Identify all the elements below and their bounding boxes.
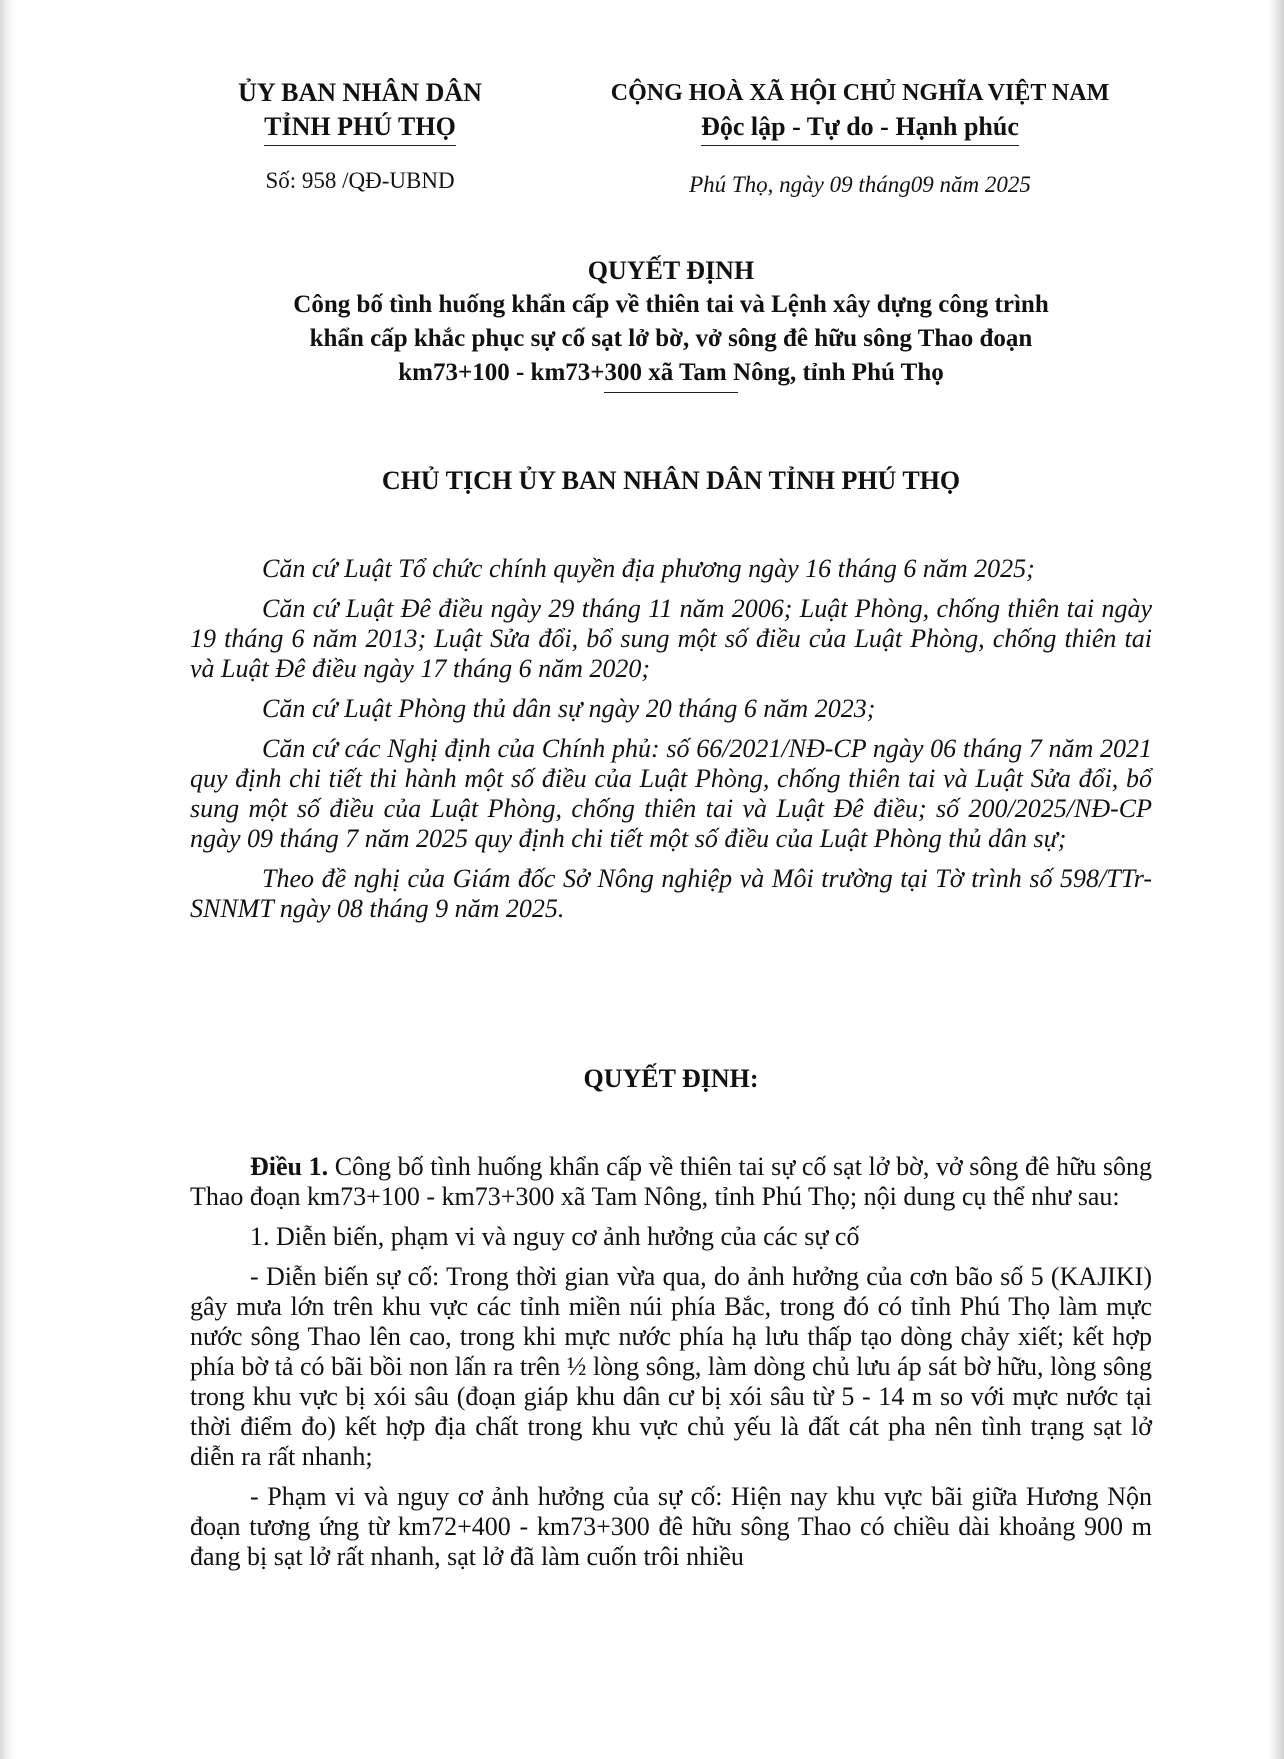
page-shadow-left bbox=[0, 0, 14, 1759]
agency-line1: ỦY BAN NHÂN DÂN bbox=[238, 78, 482, 107]
agency-line2: TỈNH PHÚ THỌ bbox=[264, 110, 456, 146]
document-page bbox=[190, 70, 1152, 1750]
document-date: Phú Thọ, ngày 09 tháng09 năm 2025 bbox=[689, 172, 1031, 197]
article-1-text: Công bố tình huống khẩn cấp về thiên tai sự cố sạt lở bờ, vở sông đê hữu sông Thao đoạn km73+100 - km73+300 xã Tam Nông, tỉnh Phú Thọ; nội dung cụ thể như sau: bbox=[190, 1152, 1152, 1211]
legal-basis bbox=[190, 554, 1152, 934]
title-line1: Công bố tình huống khẩn cấp về thiên tai và Lệnh xây dựng công trình bbox=[293, 291, 1049, 318]
national-title bbox=[580, 76, 1140, 146]
basis-paragraph: Căn cứ Luật Phòng thủ dân sự ngày 20 tháng 6 năm 2023; bbox=[262, 694, 876, 723]
title-line2: khẩn cấp khắc phục sự cố sạt lở bờ, vở sông đê hữu sông Thao đoạn bbox=[309, 325, 1033, 352]
basis-paragraph: Theo đề nghị của Giám đốc Sở Nông nghiệp và Môi trường tại Tờ trình số 598/TTr-SNNMT ngày 08 tháng 9 năm 2025. bbox=[190, 864, 1152, 923]
authority-heading: CHỦ TỊCH ỦY BAN NHÂN DÂN TỈNH PHÚ THỌ bbox=[381, 466, 961, 495]
body-paragraph: - Phạm vi và nguy cơ ảnh hưởng của sự cố: Hiện nay khu vực bãi giữa Hương Nộn đoạn tương ứng từ km72+400 - km73+300 đê hữu sông Thao có chiều dài khoảng 900 m đang bị sạt lở rất nhanh, sạt lở đã làm cuốn trôi nhiều bbox=[190, 1482, 1152, 1571]
national-motto: Độc lập - Tự do - Hạnh phúc bbox=[701, 110, 1019, 146]
issuing-agency bbox=[210, 76, 510, 146]
decision-body bbox=[190, 1152, 1152, 1582]
title-line3: km73+100 - km73+300 xã Tam Nông, tỉnh Phú Thọ bbox=[398, 359, 944, 386]
article-1-label: Điều 1. bbox=[250, 1152, 329, 1181]
title-heading: QUYẾT ĐỊNH bbox=[587, 256, 755, 285]
basis-paragraph: Căn cứ Luật Đê điều ngày 29 tháng 11 năm 2006; Luật Phòng, chống thiên tai ngày 19 tháng 6 năm 2013; Luật Sửa đổi, bổ sung một số điều của Luật Phòng, chống thiên tai và Luật Đê điều ngày 17 tháng 6 năm 2020; bbox=[190, 594, 1152, 683]
page-shadow-right bbox=[1268, 0, 1284, 1759]
body-paragraph: - Diễn biến sự cố: Trong thời gian vừa qua, do ảnh hưởng của cơn bão số 5 (KAJIKI) gây mưa lớn trên khu vực các tỉnh miền núi phía Bắc, trong đó có tỉnh Phú Thọ làm mực nước sông Thao lên cao, trong khi mực nước phía hạ lưu thấp tạo dòng chảy xiết; kết hợp phía bờ tả có bãi bồi non lấn ra trên ½ lòng sông, làm dòng chủ lưu áp sát bờ hữu, lòng sông trong khu vực bị xói sâu (đoạn giáp khu dân cư bị xói sâu từ 5 - 14 m so với mực nước tại thời điểm đo) kết hợp địa chất trong khu vực chủ yếu là đất cát pha nên tình trạng sạt lở diễn ra rất nhanh; bbox=[190, 1262, 1152, 1471]
article-1 bbox=[190, 1152, 1152, 1212]
body-paragraph: 1. Diễn biến, phạm vi và nguy cơ ảnh hưởng của các sự cố bbox=[250, 1222, 860, 1251]
country-name: CỘNG HOÀ XÃ HỘI CHỦ NGHĨA VIỆT NAM bbox=[610, 80, 1110, 106]
document-number: Số: 958 /QĐ-UBND bbox=[265, 168, 455, 193]
document-title bbox=[190, 254, 1152, 393]
title-underline bbox=[604, 392, 738, 393]
basis-paragraph: Căn cứ các Nghị định của Chính phủ: số 66/2021/NĐ-CP ngày 06 tháng 7 năm 2021 quy định chi tiết thi hành một số điều của Luật Phòng, chống thiên tai và Luật Sửa đổi, bổ sung một số điều của Luật Phòng, chống thiên tai và Luật Đê điều; số 200/2025/NĐ-CP ngày 09 tháng 7 năm 2025 quy định chi tiết một số điều của Luật Phòng thủ dân sự; bbox=[190, 734, 1152, 853]
basis-paragraph: Căn cứ Luật Tổ chức chính quyền địa phương ngày 16 tháng 6 năm 2025; bbox=[262, 554, 1035, 583]
decision-heading: QUYẾT ĐỊNH: bbox=[583, 1064, 759, 1093]
document-header bbox=[190, 70, 1152, 270]
